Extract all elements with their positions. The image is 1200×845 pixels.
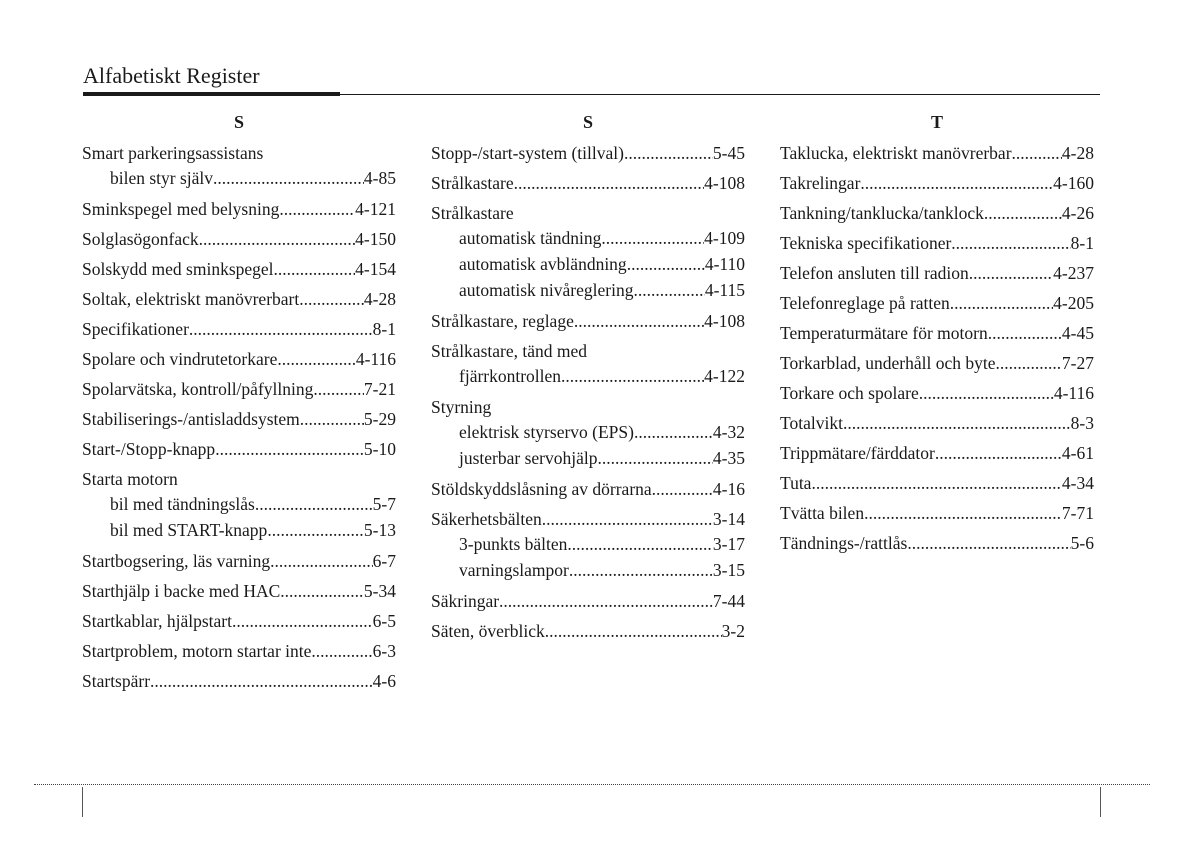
dot-leader	[574, 309, 704, 333]
index-entry-line[interactable]	[780, 531, 1094, 555]
dot-leader	[633, 277, 704, 303]
entry-text: justerbar servohjälp	[459, 448, 598, 468]
entry-text: Solskydd med sminkspegel	[82, 259, 274, 279]
dot-leader	[598, 445, 713, 471]
index-entry-line[interactable]	[82, 257, 396, 281]
entry-text: 3-punkts bälten	[459, 534, 568, 554]
page-reference: 4-32	[712, 422, 745, 442]
page-reference: 7-71	[1061, 503, 1094, 523]
entry-text: Tvätta bilen	[780, 503, 865, 523]
index-entry-line[interactable]	[780, 321, 1094, 345]
index-entry-line[interactable]	[82, 549, 396, 573]
index-subentry[interactable]	[431, 557, 745, 583]
page-reference: 4-205	[1053, 293, 1094, 313]
dot-leader	[1012, 141, 1062, 165]
section-letter: T	[930, 112, 943, 132]
page-reference: 7-21	[363, 379, 396, 399]
index-entry	[82, 287, 396, 311]
page-reference: 4-110	[704, 254, 745, 274]
page-title: Alfabetiskt Register	[83, 63, 260, 88]
index-entry	[780, 381, 1094, 405]
entry-text: Startbogsering, läs varning	[82, 551, 271, 571]
entry-text: Temperaturmätare för motorn	[780, 323, 988, 343]
index-entry-line[interactable]	[82, 639, 396, 663]
index-entry	[82, 579, 396, 603]
index-entry	[431, 395, 745, 471]
page-reference: 5-34	[363, 581, 396, 601]
entry-text: Tändnings-/rattlås	[780, 533, 908, 553]
entry-text: Säkerhetsbälten	[431, 509, 542, 529]
dot-leader	[311, 639, 372, 663]
index-entry-line[interactable]	[82, 197, 396, 221]
page-reference: 8-1	[1070, 233, 1094, 253]
index-entry-line[interactable]	[780, 201, 1094, 225]
index-entry-line[interactable]	[431, 309, 745, 333]
entry-text: Spolarvätska, kontroll/påfyllning	[82, 379, 314, 399]
index-entry-line[interactable]	[82, 347, 396, 371]
entry-text: Startkablar, hjälpstart	[82, 611, 232, 631]
entry-text: Starthjälp i backe med HAC	[82, 581, 281, 601]
index-entry-line[interactable]	[431, 507, 745, 531]
title-underline-thin	[340, 94, 1100, 95]
index-entry	[82, 257, 396, 281]
index-entry	[82, 197, 396, 221]
entry-text: Start-/Stopp-knapp	[82, 439, 216, 459]
dot-leader	[950, 291, 1053, 315]
dot-leader	[270, 549, 373, 573]
dot-leader	[843, 411, 1071, 435]
index-column-3	[780, 110, 1094, 561]
dot-leader	[499, 589, 713, 613]
entry-text: Trippmätare/färddator	[780, 443, 935, 463]
index-entry-line[interactable]	[82, 437, 396, 461]
dot-leader	[313, 377, 364, 401]
entry-text: Tuta	[780, 473, 812, 493]
section-letter: S	[233, 112, 244, 132]
dot-leader	[919, 381, 1054, 405]
dot-leader	[280, 579, 364, 603]
dot-leader	[267, 517, 364, 543]
index-subentry[interactable]	[431, 225, 745, 251]
dot-leader	[213, 165, 364, 191]
dot-leader	[935, 441, 1062, 465]
page-reference: 4-61	[1061, 443, 1094, 463]
page-reference: 4-45	[1061, 323, 1094, 343]
dot-leader	[150, 669, 373, 693]
page-reference: 4-6	[372, 671, 396, 691]
dot-leader	[514, 171, 705, 195]
entry-text: Strålkastare, reglage	[431, 311, 574, 331]
dot-leader	[864, 501, 1062, 525]
index-entry	[780, 351, 1094, 375]
index-entry-line[interactable]	[780, 381, 1094, 405]
index-entry	[780, 291, 1094, 315]
index-entry-line[interactable]	[82, 287, 396, 311]
footer-dotted-rule	[34, 784, 1150, 785]
dot-leader	[215, 437, 364, 461]
entry-text: bil med START-knapp	[110, 520, 268, 540]
index-entry	[82, 639, 396, 663]
footer-right-tick	[1100, 787, 1101, 817]
page-reference: 4-154	[355, 259, 396, 279]
entry-heading: Strålkastare, tänd med	[431, 341, 587, 361]
page-reference: 4-115	[704, 280, 745, 300]
page-reference: 4-28	[1061, 143, 1094, 163]
index-entry	[82, 437, 396, 461]
index-entry-line[interactable]	[82, 669, 396, 693]
entry-text: Sminkspegel med belysning	[82, 199, 280, 219]
dot-leader	[634, 419, 713, 445]
entry-text: fjärrkontrollen	[459, 366, 562, 386]
index-entry	[82, 407, 396, 431]
dot-leader	[988, 321, 1062, 345]
page-reference: 8-3	[1070, 413, 1094, 433]
page-reference: 4-116	[355, 349, 396, 369]
entry-text: Soltak, elektriskt manövrerbart	[82, 289, 300, 309]
dot-leader	[996, 351, 1062, 375]
index-entry	[82, 227, 396, 251]
entry-text: Strålkastare	[431, 173, 514, 193]
page-reference: 4-85	[363, 168, 396, 188]
entry-text: Startproblem, motorn startar inte	[82, 641, 312, 661]
entry-heading: Strålkastare	[431, 203, 514, 223]
page-reference: 6-5	[372, 611, 396, 631]
entry-text: Totalvikt	[780, 413, 843, 433]
index-entry	[780, 411, 1094, 435]
index-subentry[interactable]	[82, 165, 396, 191]
index-entry-line[interactable]	[82, 407, 396, 431]
entry-text: elektrisk styrservo (EPS)	[459, 422, 634, 442]
entry-text: automatisk nivåreglering	[459, 280, 634, 300]
title-underline-thick	[83, 92, 340, 96]
page-reference: 4-108	[704, 173, 745, 193]
index-entry	[82, 669, 396, 693]
entry-text: Solglasögonfack	[82, 229, 199, 249]
dot-leader	[567, 531, 713, 557]
index-entry-line[interactable]	[780, 291, 1094, 315]
index-entry-line[interactable]	[780, 441, 1094, 465]
page-reference: 3-14	[712, 509, 745, 529]
index-entry	[780, 441, 1094, 465]
entry-text: Telefon ansluten till radion	[780, 263, 969, 283]
page-reference: 5-7	[372, 494, 396, 514]
entry-text: Startspärr	[82, 671, 151, 691]
index-entry	[780, 201, 1094, 225]
index-entry	[82, 347, 396, 371]
page-reference: 4-28	[363, 289, 396, 309]
dot-leader	[277, 347, 355, 371]
index-entry	[780, 171, 1094, 195]
dot-leader	[652, 477, 713, 501]
entry-heading: Smart parkeringsassistans	[82, 143, 264, 163]
page-reference: 5-13	[363, 520, 396, 540]
page-reference: 4-116	[1053, 383, 1094, 403]
index-entry-line[interactable]	[780, 501, 1094, 525]
section-letter: S	[582, 112, 593, 132]
entry-text: automatisk tändning	[459, 228, 602, 248]
entry-text: Spolare och vindrutetorkare	[82, 349, 278, 369]
entry-text: Säkringar	[431, 591, 500, 611]
page-reference: 5-45	[712, 143, 745, 163]
index-entry-line[interactable]	[82, 579, 396, 603]
dot-leader	[624, 141, 713, 165]
dot-leader	[811, 471, 1061, 495]
dot-leader	[627, 251, 705, 277]
page-reference: 7-27	[1061, 353, 1094, 373]
dot-leader	[199, 227, 356, 251]
page-reference: 4-160	[1053, 173, 1094, 193]
page-reference: 4-35	[712, 448, 745, 468]
dot-leader	[299, 287, 364, 311]
page-reference: 6-7	[372, 551, 396, 571]
index-entry	[780, 471, 1094, 495]
page-reference: 4-237	[1053, 263, 1094, 283]
dot-leader	[189, 317, 373, 341]
index-entry	[780, 321, 1094, 345]
index-entry-line[interactable]	[431, 141, 745, 165]
page-reference: 3-17	[712, 534, 745, 554]
index-entry	[431, 619, 745, 643]
entry-text: Taklucka, elektriskt manövrerbar	[780, 143, 1012, 163]
index-entry-line[interactable]	[780, 351, 1094, 375]
entry-text: varningslampor	[459, 560, 569, 580]
footer-left-tick	[82, 787, 83, 817]
entry-text: Stabiliserings-/antisladdsystem	[82, 409, 300, 429]
index-entry	[431, 201, 745, 303]
dot-leader	[969, 261, 1053, 285]
index-entry-line[interactable]	[780, 231, 1094, 255]
index-entry	[431, 141, 745, 165]
page-reference: 5-6	[1070, 533, 1094, 553]
index-entry	[431, 309, 745, 333]
index-subentry[interactable]	[82, 491, 396, 517]
entry-text: Torkarblad, underhåll och byte	[780, 353, 996, 373]
entry-text: Stopp-/start-system (tillval)	[431, 143, 624, 163]
index-entry	[82, 467, 396, 543]
dot-leader	[601, 225, 704, 251]
index-entry-line[interactable]	[82, 227, 396, 251]
index-entry	[431, 589, 745, 613]
index-entry-line[interactable]	[780, 261, 1094, 285]
index-entry-line[interactable]	[431, 477, 745, 501]
page-reference: 5-29	[363, 409, 396, 429]
dot-leader	[907, 531, 1070, 555]
entry-text: Telefonreglage på ratten	[780, 293, 950, 313]
dot-leader	[951, 231, 1070, 255]
index-subentry[interactable]	[431, 277, 745, 303]
page-reference: 3-2	[721, 621, 745, 641]
page-reference: 7-44	[712, 591, 745, 611]
entry-text: Säten, överblick	[431, 621, 545, 641]
index-entry-line[interactable]	[431, 589, 745, 613]
entry-text: bilen styr själv	[110, 168, 214, 188]
index-entry-line[interactable]	[780, 171, 1094, 195]
index-subentry[interactable]	[431, 531, 745, 557]
dot-leader	[860, 171, 1053, 195]
dot-leader	[232, 609, 373, 633]
index-entry	[82, 549, 396, 573]
index-entry-line[interactable]	[82, 377, 396, 401]
page-reference: 4-34	[1061, 473, 1094, 493]
index-entry	[82, 377, 396, 401]
dot-leader	[300, 407, 364, 431]
index-subentry[interactable]	[82, 517, 396, 543]
index-entry	[82, 609, 396, 633]
index-entry-line[interactable]	[82, 609, 396, 633]
page-reference: 6-3	[372, 641, 396, 661]
index-subentry[interactable]	[431, 419, 745, 445]
index-entry	[780, 261, 1094, 285]
entry-text: Specifikationer	[82, 319, 189, 339]
dot-leader	[274, 257, 356, 281]
index-entry-line[interactable]	[431, 619, 745, 643]
dot-leader	[569, 557, 713, 583]
entry-text: Torkare och spolare	[780, 383, 919, 403]
page-reference: 4-121	[355, 199, 396, 219]
dot-leader	[542, 507, 713, 531]
page-reference: 4-16	[712, 479, 745, 499]
index-entry	[82, 317, 396, 341]
index-entry	[780, 531, 1094, 555]
index-entry	[780, 231, 1094, 255]
entry-text: Tankning/tanklucka/tanklock	[780, 203, 984, 223]
page-reference: 4-109	[704, 228, 745, 248]
entry-heading: Starta motorn	[82, 469, 178, 489]
index-entry	[431, 171, 745, 195]
page-reference: 4-122	[704, 366, 745, 386]
index-entry-line[interactable]	[780, 411, 1094, 435]
dot-leader	[984, 201, 1062, 225]
page-reference: 4-26	[1061, 203, 1094, 223]
index-entry-line[interactable]	[82, 317, 396, 341]
page-reference: 4-150	[355, 229, 396, 249]
entry-text: Tekniska specifikationer	[780, 233, 952, 253]
index-column-1	[82, 110, 396, 699]
entry-text: automatisk avbländning	[459, 254, 627, 274]
index-entry	[431, 507, 745, 583]
dot-leader	[561, 363, 704, 389]
index-entry-line[interactable]	[431, 171, 745, 195]
entry-text: bil med tändningslås	[110, 494, 255, 514]
index-entry-line[interactable]	[780, 141, 1094, 165]
dot-leader	[545, 619, 722, 643]
index-subentry[interactable]	[431, 251, 745, 277]
index-subentry[interactable]	[431, 445, 745, 471]
page-reference: 8-1	[372, 319, 396, 339]
entry-text: Stöldskyddslåsning av dörrarna	[431, 479, 652, 499]
index-column-2	[431, 110, 745, 649]
index-subentry[interactable]	[431, 363, 745, 389]
dot-leader	[279, 197, 355, 221]
index-entry	[431, 477, 745, 501]
page-reference: 4-108	[704, 311, 745, 331]
entry-text: Takrelingar	[780, 173, 861, 193]
index-entry	[82, 141, 396, 191]
index-entry	[780, 141, 1094, 165]
page-reference: 3-15	[712, 560, 745, 580]
dot-leader	[255, 491, 373, 517]
page-reference: 5-10	[363, 439, 396, 459]
index-entry	[780, 501, 1094, 525]
entry-heading: Styrning	[431, 397, 492, 417]
index-entry-line[interactable]	[780, 471, 1094, 495]
index-entry	[431, 339, 745, 389]
